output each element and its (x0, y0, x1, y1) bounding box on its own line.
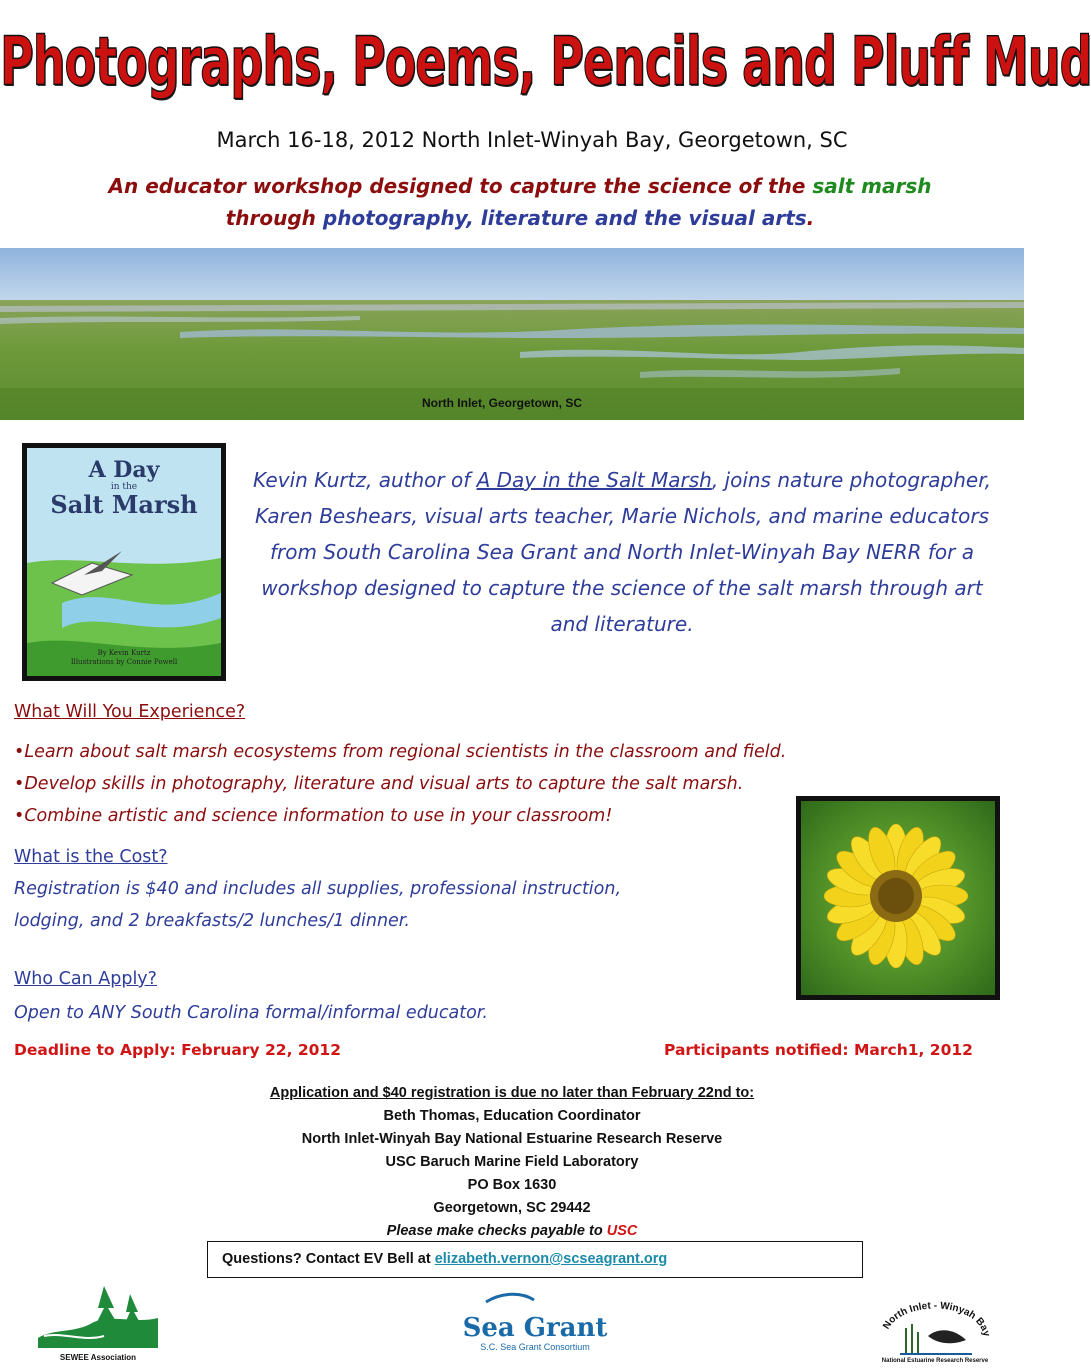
notified-date: Participants notified: March1, 2012 (664, 1041, 973, 1059)
contact-prefix: Questions? Contact EV Bell at (222, 1251, 435, 1267)
book-title-line2: in the (110, 482, 138, 492)
tagline-part1: An educator workshop designed to capture the science of the (108, 174, 813, 198)
tagline (40, 170, 1000, 234)
sea-grant-subtitle: S.C. Sea Grant Consortium (480, 1342, 590, 1352)
list-item: •Combine artistic and science information to use in your classroom! (14, 806, 613, 826)
bullet-marker: • (14, 742, 25, 762)
list-item: •Develop skills in photography, literature and visual arts to capture the salt marsh. (14, 774, 744, 794)
poster-title: Photographs, Poems, Pencils and Pluff Mud (0, 22, 1091, 101)
salt-marsh-photo (0, 248, 1024, 420)
nerr-logo (876, 1278, 994, 1364)
cost-line2: lodging, and 2 breakfasts/2 lunches/1 dinner. (14, 911, 410, 931)
experience-list (14, 736, 786, 832)
event-dates: March 16-18, 2012 North Inlet-Winyah Bay, Georgetown, SC (216, 128, 848, 152)
apply-text: Open to ANY South Carolina formal/informal educator. (14, 1003, 488, 1023)
book-cover-image (22, 443, 226, 681)
mailing-address (0, 1082, 1024, 1243)
list-item: •Learn about salt marsh ecosystems from regional scientists in the classroom and field. (14, 742, 787, 762)
sea-grant-logo-text: Sea Grant (462, 1313, 608, 1343)
bullet-marker: • (14, 774, 25, 794)
nerr-logo-subtitle: National Estuarine Research Reserve (881, 1358, 989, 1364)
cost-heading: What is the Cost? (14, 847, 168, 867)
book-title-line3: Salt Marsh (50, 490, 198, 519)
tagline-part2: through (225, 206, 323, 230)
intro-part1: Kevin Kurtz, author of (253, 468, 477, 492)
intro-part2: , joins nature photographer, Karen Beshears, visual arts teacher, Marie Nichols, and marine educators from South Carolina Sea Grant and North Inlet-Winyah Bay NERR for a workshop designed to capture the science of the salt marsh through art and literature. (254, 468, 991, 636)
book-title-line1: A Day (88, 457, 160, 483)
contact-email-link[interactable]: elizabeth.vernon@scseagrant.org (434, 1251, 668, 1267)
address-line: USC Baruch Marine Field Laboratory (385, 1154, 639, 1170)
experience-heading: What Will You Experience? (14, 702, 246, 722)
deadline-date: Deadline to Apply: February 22, 2012 (14, 1041, 341, 1059)
sewee-logo (34, 1278, 162, 1362)
book-credits-line1: By Kevin Kurtz (97, 649, 151, 657)
tagline-arts: photography, literature and the visual arts (322, 206, 807, 230)
intro-book-title: A Day in the Salt Marsh (476, 468, 712, 492)
address-line: North Inlet-Winyah Bay National Estuarine Research Reserve (301, 1131, 723, 1147)
address-line: Beth Thomas, Education Coordinator (383, 1108, 641, 1124)
book-credits-line2: Illustrations by Connie Powell (70, 658, 178, 666)
sea-grant-logo (462, 1290, 608, 1356)
intro-paragraph (242, 462, 1002, 642)
address-line: Georgetown, SC 29442 (433, 1200, 591, 1216)
apply-heading: Who Can Apply? (14, 969, 157, 989)
mailing-heading: Application and $40 registration is due no later than February 22nd to: (269, 1085, 755, 1101)
bullet-marker: • (14, 806, 25, 826)
address-line: PO Box 1630 (467, 1177, 557, 1193)
contact-box (207, 1241, 863, 1278)
flower-photo (796, 796, 1000, 1000)
tagline-salt-marsh: salt marsh (812, 174, 932, 198)
photo-caption: North Inlet, Georgetown, SC (421, 396, 582, 410)
tagline-period: . (806, 206, 815, 230)
checks-note: Please make checks payable to USC (386, 1223, 638, 1239)
checks-payee: USC (606, 1223, 638, 1239)
sewee-logo-text: SEWEE Association (59, 1353, 137, 1362)
nerr-arc-text: North Inlet - Winyah Bay (881, 1300, 992, 1338)
cost-line1: Registration is $40 and includes all supplies, professional instruction, (14, 879, 622, 899)
